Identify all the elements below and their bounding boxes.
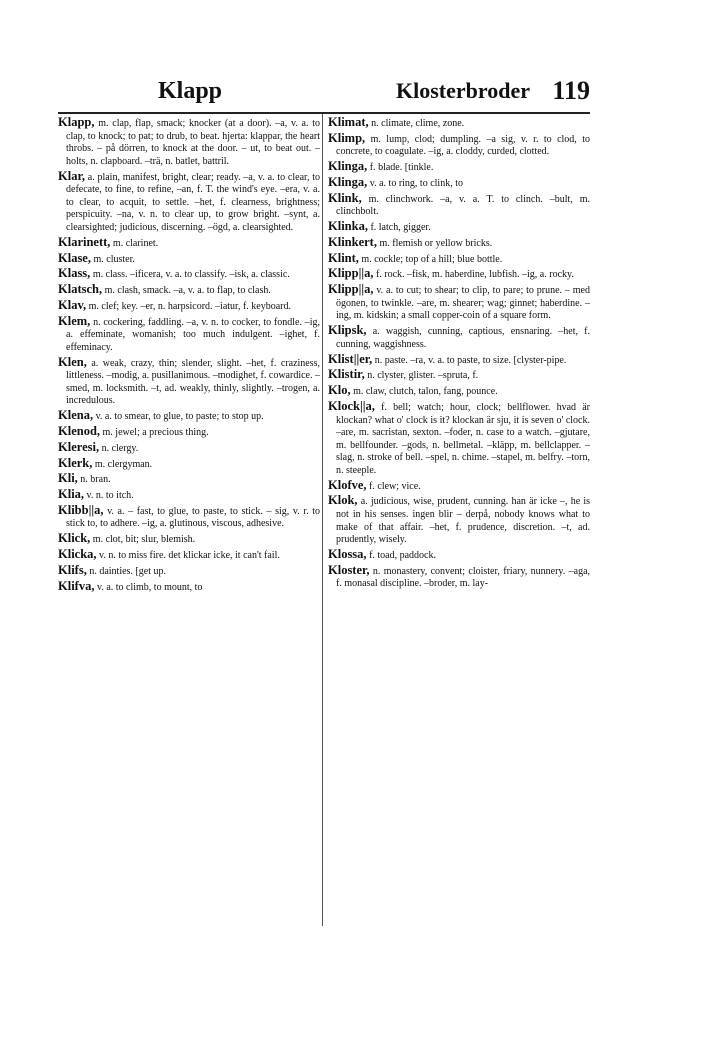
dictionary-entry — [58, 457, 320, 472]
headword: Klen, — [58, 354, 87, 369]
right-guide-word: Klosterbroder — [395, 78, 530, 103]
definition: m. flemish or yellow bricks. — [379, 237, 493, 249]
headword: Kloster, — [328, 562, 370, 577]
dictionary-entry — [328, 176, 590, 191]
dictionary-entry — [58, 170, 320, 235]
definition: m. claw, clutch, talon, fang, pounce. — [353, 386, 498, 398]
headword: Klapp, — [58, 116, 95, 129]
headword: Klist||er, — [328, 351, 373, 366]
definition: n. bran. — [80, 474, 111, 486]
definition: f. latch, gigger. — [370, 222, 431, 234]
dictionary-entry — [328, 548, 590, 563]
definition: m. clef; key. –er, n. harpsicord. –iatur, f. keyboard. — [88, 300, 292, 312]
dictionary-entry — [328, 220, 590, 235]
definition: f. clew; vice. — [369, 480, 421, 492]
dictionary-entry — [58, 252, 320, 267]
page-number: 119 — [552, 76, 590, 105]
definition: n. clyster, glister. –spruta, f. — [367, 370, 479, 382]
headword: Klimp, — [328, 130, 366, 145]
headword: Klav, — [58, 297, 87, 312]
definition: n. dainties. [get up. — [89, 565, 166, 577]
headword: Klistir, — [328, 367, 365, 382]
dictionary-entry — [58, 504, 320, 531]
dictionary-entry — [328, 252, 590, 267]
definition: m. cockle; top of a hill; blue bottle. — [361, 253, 503, 265]
headword: Klia, — [58, 487, 85, 502]
headword: Kleresi, — [58, 439, 100, 454]
headword: Klar, — [58, 168, 85, 183]
page-header — [58, 78, 590, 114]
dictionary-entry — [58, 283, 320, 298]
dictionary-entry — [328, 192, 590, 219]
dictionary-entry — [328, 236, 590, 251]
headword: Klifs, — [58, 562, 87, 577]
left-guide-word: Klapp — [158, 78, 223, 104]
dictionary-entry — [328, 132, 590, 159]
headword: Klifva, — [58, 578, 95, 593]
definition: v. n. to itch. — [86, 490, 134, 502]
definition: m. clergyman. — [94, 458, 153, 470]
definition: m. class. –ificera, v. a. to classify. –isk, a. classic. — [92, 269, 290, 281]
definition: n. monastery, convent; cloister, friary, nunnery. –aga, f. monasal discipline. –broder, m. lay- — [336, 565, 590, 590]
dictionary-entry — [58, 425, 320, 440]
headword: Klok, — [328, 493, 358, 508]
headword: Klinkert, — [328, 234, 377, 249]
dictionary-entry — [58, 548, 320, 563]
dictionary-entry — [328, 116, 590, 131]
headword: Klock||a, — [328, 398, 375, 413]
definition: f. toad, paddock. — [369, 550, 436, 561]
definition: n. clergy. — [101, 442, 139, 454]
definition: m. jewel; a precious thing. — [102, 426, 209, 438]
dictionary-entry — [58, 532, 320, 547]
headword: Klinka, — [328, 219, 368, 234]
dictionary-entry — [58, 580, 320, 595]
headword: Klerk, — [58, 455, 93, 470]
dictionary-entry — [58, 409, 320, 424]
headword: Klint, — [328, 250, 359, 265]
headword: Klicka, — [58, 547, 97, 561]
definition: m. cluster. — [93, 253, 135, 265]
headword: Klipp||a, — [328, 266, 374, 281]
definition: f. rock. –fisk, m. haberdine, lubfish. –ig, a. rocky. — [375, 269, 574, 281]
definition: n. paste. –ra, v. a. to paste, to size. [clyster-pipe. — [374, 354, 567, 366]
definition: v. a. – fast, to glue, to paste, to stick. – sig, v. r. to stick to, to adhere. –ig, a. glutinous, viscous, adhesive. — [66, 505, 320, 530]
dictionary-entry — [58, 116, 320, 168]
headword: Klink, — [328, 190, 362, 205]
headword: Klipsk, — [328, 323, 367, 338]
definition: m. clap, flap, smack; knocker (at a door). –a, v. a. to clap, to knock; to pat; to drub, to beat. hjerta: klappar, the heart throbs. – på dörren, to knock at the door. – ut, to beat out. –holts, n. clapboard. –trä, n. batlet, battril. — [66, 118, 320, 167]
column-divider — [322, 114, 323, 926]
headword: Klem, — [58, 313, 91, 328]
headword: Klinga, — [328, 174, 368, 189]
headword: Klibb||a, — [58, 502, 104, 517]
headword: Klo, — [328, 383, 351, 398]
header-rule — [58, 112, 590, 114]
dictionary-entry — [58, 488, 320, 503]
headword: Klofve, — [328, 477, 367, 492]
dictionary-entry — [328, 384, 590, 399]
definition: a. weak, crazy, thin; slender, slight. –het, f. craziness, littleness. –modig, a. pusillanimous. –modighet, f. cowardice. –smed, m. locksmith. –t, ad. weakly, thinly, slightly. –trogen, a. incredulous. — [66, 357, 320, 407]
headword: Klick, — [58, 531, 91, 546]
dictionary-entry — [58, 236, 320, 251]
dictionary-entry — [58, 564, 320, 579]
definition: v. a. to smear, to glue, to paste; to stop up. — [95, 411, 264, 423]
headword: Klimat, — [328, 116, 369, 129]
dictionary-entry — [58, 267, 320, 282]
dictionary-entry — [328, 324, 590, 351]
dictionary-entry — [328, 267, 590, 282]
dictionary-entry — [328, 160, 590, 175]
definition: f. bell; watch; hour, clock; bellflower. hvad är klockan? what o' clock is it? klockan är sju, it is seven o' clock. –are, m. sacristan, sexton. –foder, n. case to a watch. –gjutare, m. bellfounder. –gods, n. bellmetal. –kläpp, m. bellclapper. –slag, n. stroke of bell. –spel, n. chime. –stapel, m. belfry. –torn, n. steeple. — [336, 401, 590, 476]
definition: a. waggish, cunning, captious, ensnaring. –het, f. cunning, waggishness. — [336, 326, 590, 350]
headword: Klipp||a, — [328, 282, 374, 297]
definition: f. blade. [tinkle. — [369, 162, 434, 174]
definition: m. lump, clod; dumpling. –a sig, v. r. to clod, to concrete, to coagulate. –ig, a. cloddy, curded, clotted. — [336, 133, 590, 158]
definition: m. clinchwork. –a, v. a. T. to clinch. –bult, m. clinchbolt. — [336, 193, 590, 218]
dictionary-entry — [58, 356, 320, 408]
headword: Klarinett, — [58, 234, 111, 249]
definition: m. clot, bit; slur, blemish. — [92, 534, 196, 546]
dictionary-entry — [58, 472, 320, 487]
dictionary-entry — [328, 564, 590, 591]
headword: Klass, — [58, 266, 91, 281]
definition: v. a. to cut; to shear; to clip, to pare; to prune. – med ögonen, to twinkle. –are, m. shearer; wag; ginnet; haberdine. –ing, m. kidskin; a small copper-coin of a square form. — [336, 285, 590, 322]
dictionary-entry — [328, 283, 590, 323]
definition: m. clash, smack. –a, v. a. to flap, to clash. — [104, 285, 271, 297]
dictionary-entry — [328, 368, 590, 383]
dictionary-entry — [58, 441, 320, 456]
definition: m. clarinet. — [112, 237, 159, 249]
dictionary-entry — [328, 494, 590, 546]
definition: n. climate, clime, zone. — [371, 118, 465, 129]
headword: Kli, — [58, 471, 78, 486]
definition: n. cockering, faddling. –a, v. n. to cocker, to fondle. –ig, a. effeminate, womanish; too much indulgent. –ighet, f. effeminacy. — [66, 316, 320, 353]
headword: Klatsch, — [58, 282, 103, 297]
left-column — [58, 116, 320, 928]
dictionary-entry — [328, 353, 590, 368]
definition: a. plain, manifest, bright, clear; ready. –a, v. a. to clear, to defecate, to fine, to refine, –an, f. T. the wind's eye. –era, v. a. to clear, to acquit, to settle. –het, f. clearness, brightness; perspicuity. –na, v. n. to clear up, to grow bright. –synt, a. clearsighted; judicious, discerning. –ögd, a. clearsighted. — [66, 171, 320, 233]
definition: v. a. to climb, to mount, to — [96, 581, 203, 593]
headword: Klase, — [58, 250, 91, 265]
definition: a. judicious, wise, prudent, cunning. han är icke –, he is not in his senses. ingen blir – derpå, nobody knows what to make of that affair. –het, f. prudence, discretion. –t, ad. prudently, wisely. — [336, 496, 590, 546]
headword: Klinga, — [328, 159, 368, 174]
definition: v. n. to miss fire. det klickar icke, it can't fail. — [99, 550, 280, 561]
dictionary-entry — [328, 479, 590, 494]
headword: Klena, — [58, 408, 94, 423]
dictionary-entry — [58, 315, 320, 355]
dictionary-entry — [328, 400, 590, 478]
definition: v. a. to ring, to clink, to — [369, 177, 463, 189]
right-column — [328, 116, 590, 928]
headword: Klenod, — [58, 423, 101, 438]
dictionary-entry — [58, 299, 320, 314]
headword: Klossa, — [328, 547, 367, 561]
